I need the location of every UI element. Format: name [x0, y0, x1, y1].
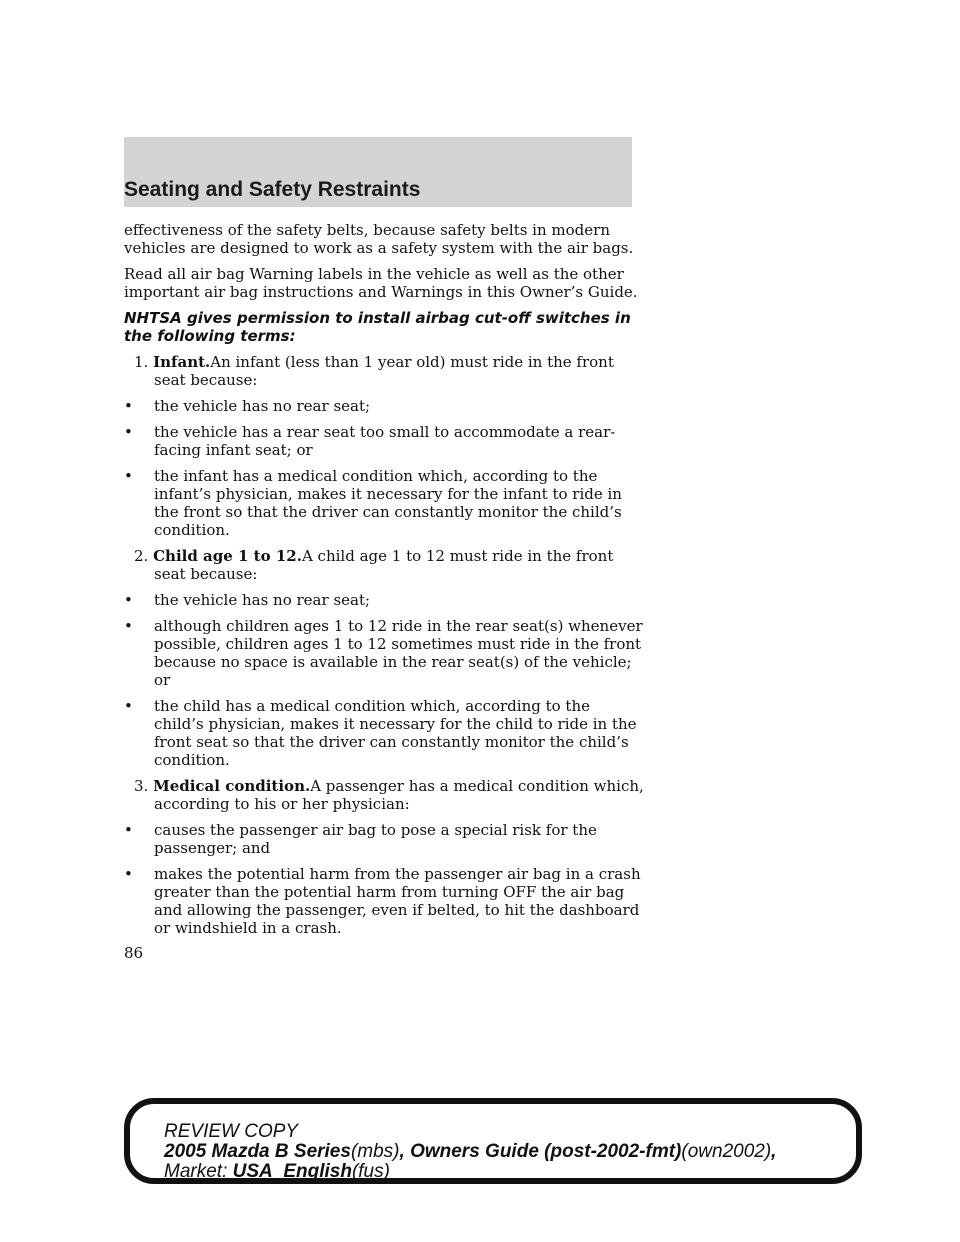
bullet-icon: • — [124, 423, 133, 441]
section-title: Seating and Safety Restraints — [124, 178, 421, 201]
bullet-icon: • — [124, 467, 133, 485]
bullet-icon: • — [124, 591, 133, 609]
bullet-icon: • — [124, 397, 133, 415]
review-copy-text — [164, 1122, 776, 1182]
item-label: Medical condition. — [153, 777, 311, 795]
list-item: • the vehicle has no rear seat; — [124, 591, 371, 609]
bullet-icon: • — [124, 865, 133, 883]
list-item: • the vehicle has no rear seat; — [124, 397, 371, 415]
list-item: • the infant has a medical condition which, according to the infant’s physician, makes it necessary for the infant to ride in the front so that the driver can constantly monitor the child’s condition. — [124, 467, 622, 539]
review-copy-market-line: Market: USA_English(fus) — [164, 1161, 390, 1182]
list-item: • the child has a medical condition which, according to the child’s physician, makes it necessary for the child to ride in the front seat so that the driver can constantly monitor the child’s condition. — [124, 697, 637, 769]
item-text: A child age 1 to 12 must ride in the front seat because: — [154, 547, 614, 583]
item-number: 1. — [134, 353, 149, 371]
page-number: 86 — [124, 944, 144, 962]
numbered-item-medical — [124, 777, 644, 813]
list-item: • the vehicle has a rear seat too small to accommodate a rear-facing infant seat; or — [124, 423, 616, 459]
numbered-item-child — [124, 547, 644, 583]
numbered-item-infant — [124, 353, 644, 389]
item-label: Child age 1 to 12. — [153, 547, 302, 565]
nhtsa-heading: NHTSA gives permission to install airbag cut-off switches in the following terms: — [124, 309, 631, 345]
bullet-icon: • — [124, 617, 133, 635]
paragraph-intro: effectiveness of the safety belts, because safety belts in modern vehicles are designed to work as a safety system with the air bags. — [124, 221, 634, 257]
list-item: • makes the potential harm from the passenger air bag in a crash greater than the potential harm from turning OFF the air bag and allowing the passenger, even if belted, to hit the dashboard or windshield in a crash. — [124, 865, 641, 937]
page-body — [124, 221, 644, 945]
item-text: An infant (less than 1 year old) must ride in the front seat because: — [154, 353, 614, 389]
item-number: 2. — [134, 547, 149, 565]
review-copy-model-line: 2005 Mazda B Series(mbs), Owners Guide (post-2002-fmt)(own2002), — [164, 1141, 777, 1162]
bullet-icon: • — [124, 821, 133, 839]
item-number: 3. — [134, 777, 149, 795]
bullet-icon: • — [124, 697, 133, 715]
review-copy-label: REVIEW COPY — [164, 1121, 299, 1142]
paragraph-warning-labels: Read all air bag Warning labels in the vehicle as well as the other important air bag instructions and Warnings in this Owner’s Guide. — [124, 265, 638, 301]
item-label: Infant. — [153, 353, 211, 371]
list-item: • causes the passenger air bag to pose a special risk for the passenger; and — [124, 821, 597, 857]
item-text: A passenger has a medical condition which, according to his or her physician: — [154, 777, 644, 813]
list-item: • although children ages 1 to 12 ride in the rear seat(s) whenever possible, children ages 1 to 12 sometimes must ride in the front because no space is available in the rear seat(s) of the vehicle; or — [124, 617, 643, 689]
